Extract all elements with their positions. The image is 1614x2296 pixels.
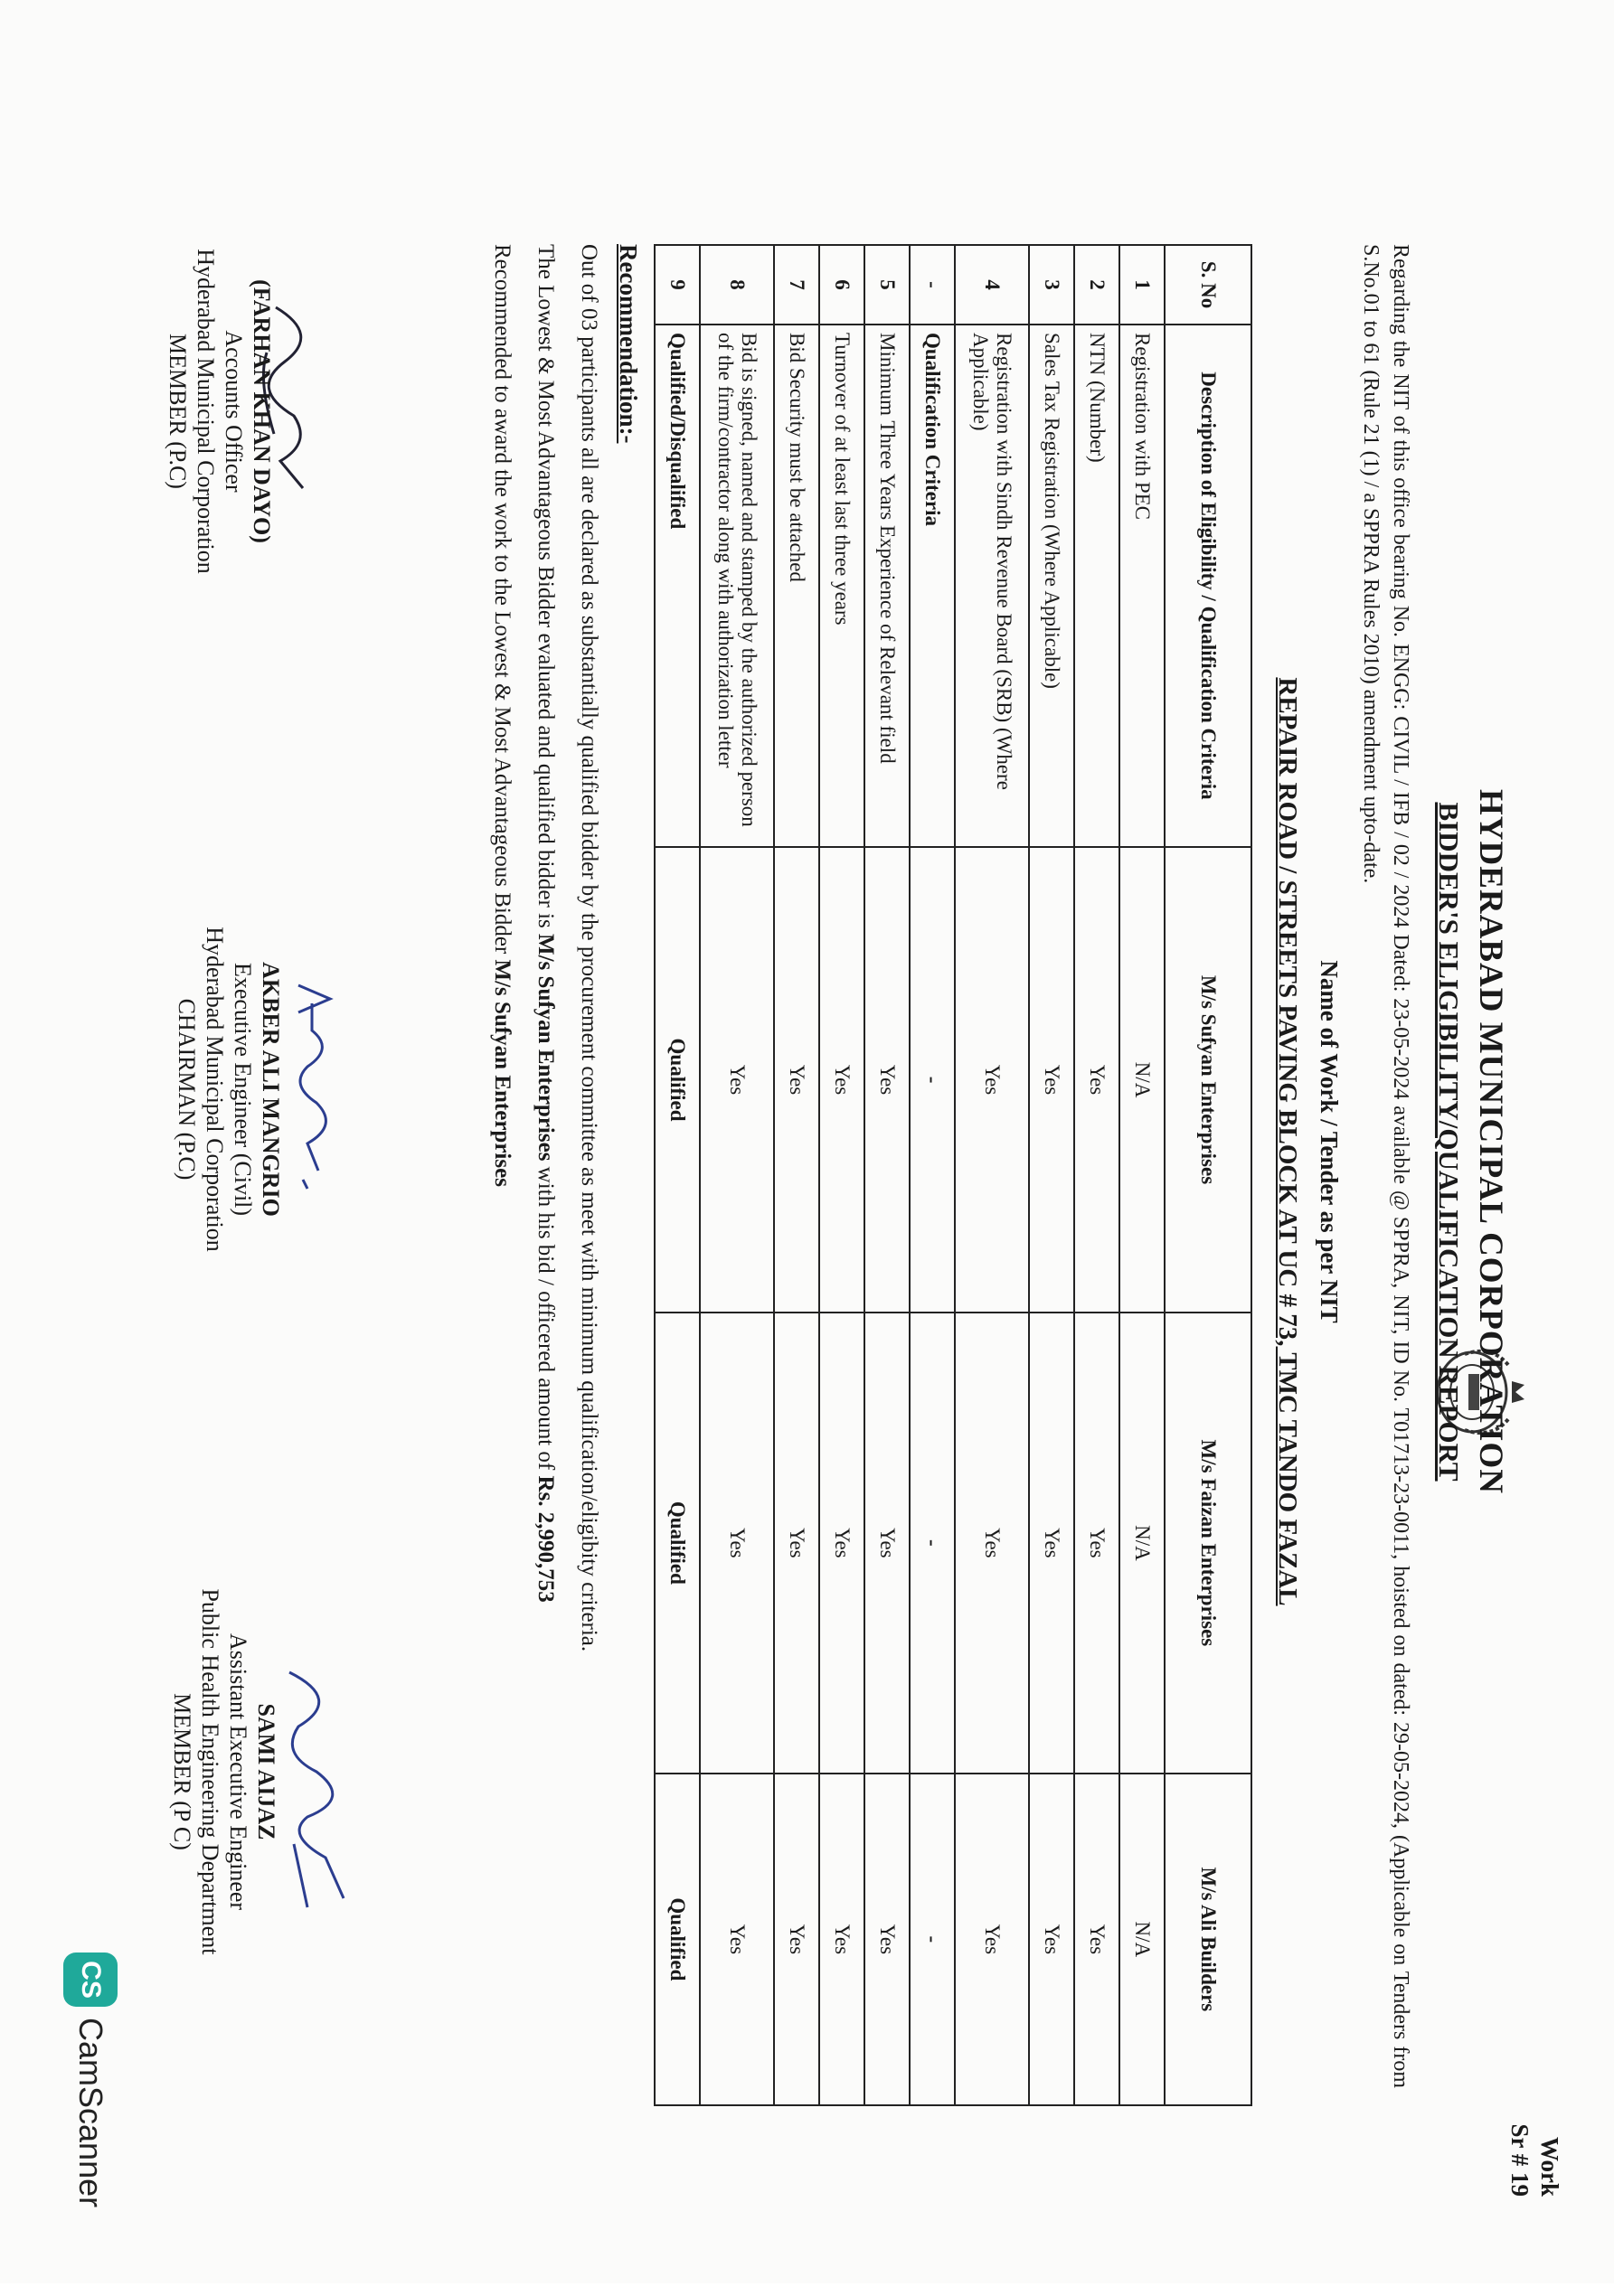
row-description: Minimum Three Years Experience of Relevant field xyxy=(864,325,910,847)
work-name: REPAIR ROAD / STREETS PAVING BLOCK AT UC # 73, TMC TANDO FAZAL xyxy=(1273,677,1302,1606)
row-description: Qualified/Disqualified xyxy=(655,325,700,847)
row-description: Bid Security must be attached xyxy=(774,325,819,847)
rec-2-mid: with his bid / officered amount of xyxy=(533,1161,558,1476)
row-bidder-3-result: Yes xyxy=(819,1774,864,2105)
signature-3-scribble-icon xyxy=(271,1663,362,1916)
eligibility-table xyxy=(654,244,1252,2106)
camscanner-watermark xyxy=(63,1953,118,2296)
bid-amount: Rs. 2,990,753 xyxy=(533,1475,558,1603)
table-row xyxy=(910,245,955,2105)
row-bidder-1-result: Yes xyxy=(819,847,864,1313)
row-bidder-3-result: Yes xyxy=(1029,1774,1074,2105)
row-bidder-3-result: Qualified xyxy=(655,1774,700,2105)
table-row xyxy=(1074,245,1119,2105)
work-label: Work xyxy=(1536,2136,1563,2197)
report-title: BIDDER'S ELIGIBILITY/QUALIFICATION REPORT xyxy=(1433,802,1465,1482)
serial-number: Sr # 19 xyxy=(1506,2123,1534,2197)
row-sno: 5 xyxy=(864,245,910,325)
table-row xyxy=(1119,245,1165,2105)
lowest-bidder-name: M/s Sufyan Enterprises xyxy=(533,934,558,1162)
table-row xyxy=(700,245,774,2105)
signatory-title: Executive Engineer (Civil) xyxy=(230,962,256,1217)
row-bidder-3-result: Yes xyxy=(774,1774,819,2105)
row-description: Bid is signed, named and stamped by the authorized person of the firm/contractor along with authorization letter xyxy=(700,325,774,847)
col-header-bidder-3: M/s Ali Builders xyxy=(1165,1774,1251,2105)
row-bidder-1-result: Qualified xyxy=(655,847,700,1313)
rec-2-prefix: The Lowest & Most Advantageous Bidder evaluated and qualified bidder is xyxy=(533,244,558,935)
row-bidder-2-result: Yes xyxy=(774,1313,819,1774)
row-bidder-1-result: Yes xyxy=(1074,847,1119,1313)
row-bidder-2-result: Yes xyxy=(700,1313,774,1774)
row-sno: 9 xyxy=(655,245,700,325)
organization-title: HYDERABAD MUNICIPAL CORPORATION xyxy=(1472,789,1509,1494)
row-description: Registration with PEC xyxy=(1119,325,1165,847)
col-header-bidder-1: M/s Sufyan Enterprises xyxy=(1165,847,1251,1313)
row-bidder-3-result: - xyxy=(910,1774,955,2105)
col-header-description: Description of Eligibility / Qualification Criteria xyxy=(1165,325,1251,847)
row-bidder-1-result: Yes xyxy=(700,847,774,1313)
signatory-organization: Hyderabad Municipal Corporation xyxy=(202,927,228,1252)
row-bidder-2-result: Yes xyxy=(1074,1313,1119,1774)
row-sno: - xyxy=(910,245,955,325)
signatory-organization: Hyderabad Municipal Corporation xyxy=(193,249,219,574)
row-sno: 7 xyxy=(774,245,819,325)
row-bidder-2-result: N/A xyxy=(1119,1313,1165,1774)
table-row xyxy=(819,245,864,2105)
row-description: NTN (Number) xyxy=(1074,325,1119,847)
nit-reference-paragraph: Regarding the NIT of this office bearing No. ENGG: CIVIL / IFB / 02 / 2024 Dated: 23-05-2024 available @ SPPRA, NIT, ID No. T01713-23-0011, hoisted on dated: 29-05-2024, (Applicable on Tenders from S.No.01 to 61 (Rule 21 (1) / a SPPRA Rules 2010) amendment upto-date. xyxy=(1359,244,1412,2088)
row-sno: 8 xyxy=(700,245,774,325)
row-bidder-3-result: Yes xyxy=(864,1774,910,2105)
row-description: Qualification Criteria xyxy=(910,325,955,847)
signatory-title: Accounts Officer xyxy=(221,330,247,493)
row-description: Sales Tax Registration (Where Applicable) xyxy=(1029,325,1074,847)
row-bidder-3-result: Yes xyxy=(955,1774,1029,2105)
signatory-block-1 xyxy=(164,176,276,646)
col-header-bidder-2: M/s Faizan Enterprises xyxy=(1165,1313,1251,1774)
table-row xyxy=(774,245,819,2105)
row-bidder-2-result: Yes xyxy=(819,1313,864,1774)
camscanner-logo-icon: CS xyxy=(63,1953,118,2007)
signatory-role: MEMBER (P C) xyxy=(169,1693,195,1850)
rec-3-prefix: Recommended to award the work to the Lowest & Most Advantageous Bidder xyxy=(490,244,514,960)
camscanner-label: CamScanner xyxy=(72,2018,109,2208)
row-bidder-2-result: Yes xyxy=(864,1313,910,1774)
work-heading: Name of Work / Tender as per NIT xyxy=(1316,960,1343,1323)
row-bidder-2-result: - xyxy=(910,1313,955,1774)
row-bidder-2-result: Yes xyxy=(1029,1313,1074,1774)
row-description: Turnover of at least last three years xyxy=(819,325,864,847)
row-bidder-3-result: Yes xyxy=(700,1774,774,2105)
row-bidder-1-result: N/A xyxy=(1119,847,1165,1313)
row-sno: 3 xyxy=(1029,245,1074,325)
signatory-role: MEMBER (P.C) xyxy=(165,334,191,489)
signatory-name: AKBER ALI MANGRIO xyxy=(258,962,284,1217)
row-sno: 4 xyxy=(955,245,1029,325)
signatory-name: (FARHAN KHAN DAYO) xyxy=(249,279,275,543)
row-bidder-1-result: Yes xyxy=(774,847,819,1313)
row-sno: 2 xyxy=(1074,245,1119,325)
signatory-organization: Public Health Engineering Department xyxy=(197,1588,223,1955)
signature-2-scribble-icon xyxy=(280,976,344,1202)
signatory-name: SAMI AIJAZ xyxy=(253,1703,279,1840)
signatory-block-3 xyxy=(168,1537,280,2007)
table-row xyxy=(864,245,910,2105)
recommendation-paragraph-3 xyxy=(489,244,514,1187)
row-bidder-2-result: Qualified xyxy=(655,1313,700,1774)
table-row xyxy=(955,245,1029,2105)
row-bidder-1-result: Yes xyxy=(864,847,910,1313)
row-sno: 6 xyxy=(819,245,864,325)
row-description: Registration with Sindh Revenue Board (SRB) (Where Applicable) xyxy=(955,325,1029,847)
table-header-row xyxy=(1165,245,1251,2105)
signatory-block-2 xyxy=(173,854,285,1324)
row-bidder-1-result: Yes xyxy=(1029,847,1074,1313)
recommendation-heading: Recommendation:- xyxy=(615,244,642,444)
table-row xyxy=(655,245,700,2105)
work-serial-reference xyxy=(1505,2052,1564,2197)
signatory-role: CHAIRMAN (P.C) xyxy=(174,998,200,1181)
row-sno: 1 xyxy=(1119,245,1165,325)
row-bidder-2-result: Yes xyxy=(955,1313,1029,1774)
row-bidder-1-result: Yes xyxy=(955,847,1029,1313)
signatory-title: Assistant Executive Engineer xyxy=(225,1633,251,1911)
awarded-bidder-name: M/s Sufyan Enterprises xyxy=(490,959,514,1187)
recommendation-paragraph-1: Out of 03 participants all are declared as substantially qualified bidder by the procurement committee as meet with minimum qualification/eligibity criteria. xyxy=(577,244,601,1652)
row-bidder-3-result: N/A xyxy=(1119,1774,1165,2105)
col-header-sno: S. No xyxy=(1165,245,1251,325)
row-bidder-3-result: Yes xyxy=(1074,1774,1119,2105)
row-bidder-1-result: - xyxy=(910,847,955,1313)
table-row xyxy=(1029,245,1074,2105)
recommendation-paragraph-2 xyxy=(533,244,558,1603)
